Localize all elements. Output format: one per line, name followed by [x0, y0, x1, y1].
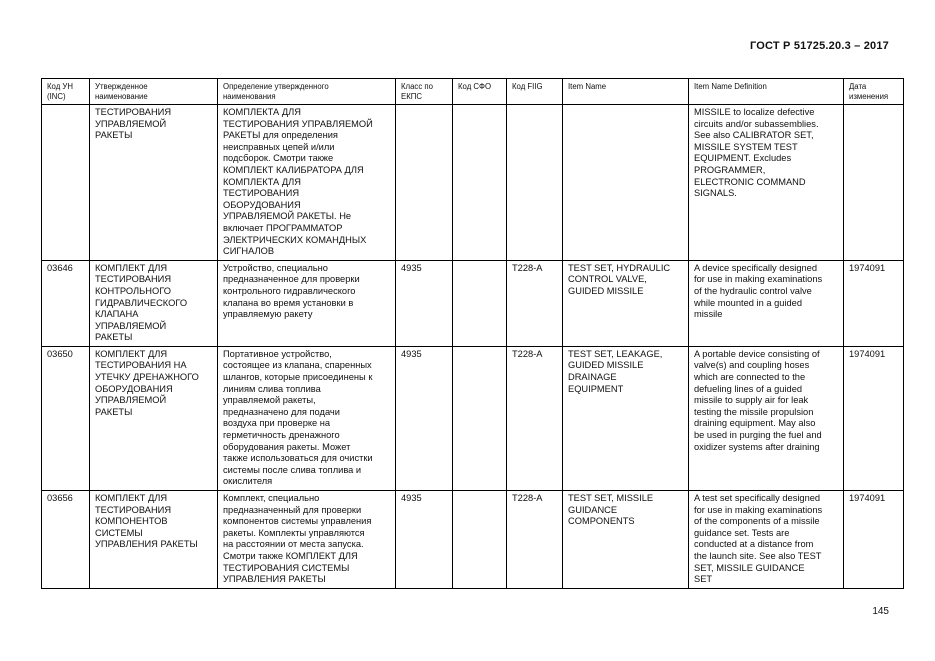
col-header-class: Класс по ЕКПС [396, 79, 453, 105]
cell-definition-ru: Устройство, специально предназначенное для проверки контрольного гидравлического клапана во время установки в управляемую ракету [218, 260, 396, 346]
page-number: 145 [872, 606, 889, 617]
cell-fiig: T228-A [507, 346, 563, 490]
cell-item-definition: A test set specifically designed for use in making examinations of the components of a missile guidance set. Tests are conducted at a distance from the launch site. See also TEST SET, MISSILE GUIDANCE SET [689, 491, 844, 589]
col-header-item-name: Item Name [563, 79, 689, 105]
table-row [42, 491, 904, 589]
cell-item-definition: A device specifically designed for use in making examinations of the hydraulic control valve while mounted in a guided missile [689, 260, 844, 346]
catalog-table [41, 78, 904, 589]
cell-item-name: TEST SET, LEAKAGE, GUIDED MISSILE DRAINAGE EQUIPMENT [563, 346, 689, 490]
cell-sfo [453, 346, 507, 490]
cell-date: 1974091 [844, 346, 904, 490]
cell-definition-ru: Портативное устройство, состоящее из клапана, спаренных шлангов, которые присоединены к линиям слива топлива управляемой ракеты, предназначено для подачи воздуха при проверке на герметичность дренажного оборудования ракеты. Может также использоваться для очистки системы после слива топлива и окислителя [218, 346, 396, 490]
cell-item-name [563, 105, 689, 261]
cell-class: 4935 [396, 491, 453, 589]
cell-date: 1974091 [844, 491, 904, 589]
document-header: ГОСТ Р 51725.20.3 – 2017 [749, 40, 889, 52]
col-header-sfo: Код СФО [453, 79, 507, 105]
cell-definition-ru: Комплект, специально предназначенный для проверки компонентов системы управления ракеты. Комплекты управляются на расстоянии от места запуска. Смотри также КОМПЛЕКТ ДЛЯ ТЕСТИРОВАНИЯ СИСТЕМЫ УПРАВЛЕНИЯ РАКЕТЫ [218, 491, 396, 589]
cell-sfo [453, 105, 507, 261]
col-header-item-definition: Item Name Definition [689, 79, 844, 105]
cell-inc: 03656 [42, 491, 90, 589]
cell-fiig: T228-A [507, 260, 563, 346]
cell-inc: 03646 [42, 260, 90, 346]
cell-name-ru: КОМПЛЕКТ ДЛЯ ТЕСТИРОВАНИЯ КОМПОНЕНТОВ СИСТЕМЫ УПРАВЛЕНИЯ РАКЕТЫ [90, 491, 218, 589]
cell-class [396, 105, 453, 261]
cell-item-definition: A portable device consisting of valve(s) and coupling hoses which are connected to the defueling lines of a guided missile to supply air for leak testing the missile propulsion draining equipment. May also be used in purging the fuel and oxidizer systems after draining [689, 346, 844, 490]
col-header-inc: Код УН (INC) [42, 79, 90, 105]
col-header-fiig: Код FIIG [507, 79, 563, 105]
cell-inc: 03650 [42, 346, 90, 490]
table-row [42, 105, 904, 261]
cell-date: 1974091 [844, 260, 904, 346]
header-row [42, 79, 904, 105]
cell-sfo [453, 260, 507, 346]
col-header-name-ru: Утвержденное наименование [90, 79, 218, 105]
cell-definition-ru: КОМПЛЕКТА ДЛЯ ТЕСТИРОВАНИЯ УПРАВЛЯЕМОЙ РАКЕТЫ для определения неисправных цепей и/или подсборок. Смотри также КОМПЛЕКТ КАЛИБРАТОРА ДЛЯ КОМПЛЕКТА ДЛЯ ТЕСТИРОВАНИЯ ОБОРУДОВАНИЯ УПРАВЛЯЕМОЙ РАКЕТЫ. Не включает ПРОГРАММАТОР ЭЛЕКТРИЧЕСКИХ КОМАНДНЫХ СИГНАЛОВ [218, 105, 396, 261]
col-header-definition-ru: Определение утвержденного наименования [218, 79, 396, 105]
cell-name-ru: КОМПЛЕКТ ДЛЯ ТЕСТИРОВАНИЯ КОНТРОЛЬНОГО ГИДРАВЛИЧЕСКОГО КЛАПАНА УПРАВЛЯЕМОЙ РАКЕТЫ [90, 260, 218, 346]
cell-sfo [453, 491, 507, 589]
cell-item-definition: MISSILE to localize defective circuits and/or subassemblies. See also CALIBRATOR SET, MISSILE SYSTEM TEST EQUIPMENT. Excludes PROGRAMMER, ELECTRONIC COMMAND SIGNALS. [689, 105, 844, 261]
cell-class: 4935 [396, 260, 453, 346]
cell-fiig: T228-A [507, 491, 563, 589]
cell-item-name: TEST SET, HYDRAULIC CONTROL VALVE, GUIDED MISSILE [563, 260, 689, 346]
cell-name-ru: ТЕСТИРОВАНИЯ УПРАВЛЯЕМОЙ РАКЕТЫ [90, 105, 218, 261]
table-row [42, 260, 904, 346]
col-header-date: Дата изменения [844, 79, 904, 105]
cell-name-ru: КОМПЛЕКТ ДЛЯ ТЕСТИРОВАНИЯ НА УТЕЧКУ ДРЕНАЖНОГО ОБОРУДОВАНИЯ УПРАВЛЯЕМОЙ РАКЕТЫ [90, 346, 218, 490]
cell-fiig [507, 105, 563, 261]
cell-class: 4935 [396, 346, 453, 490]
table-row [42, 346, 904, 490]
cell-date [844, 105, 904, 261]
cell-inc [42, 105, 90, 261]
cell-item-name: TEST SET, MISSILE GUIDANCE COMPONENTS [563, 491, 689, 589]
